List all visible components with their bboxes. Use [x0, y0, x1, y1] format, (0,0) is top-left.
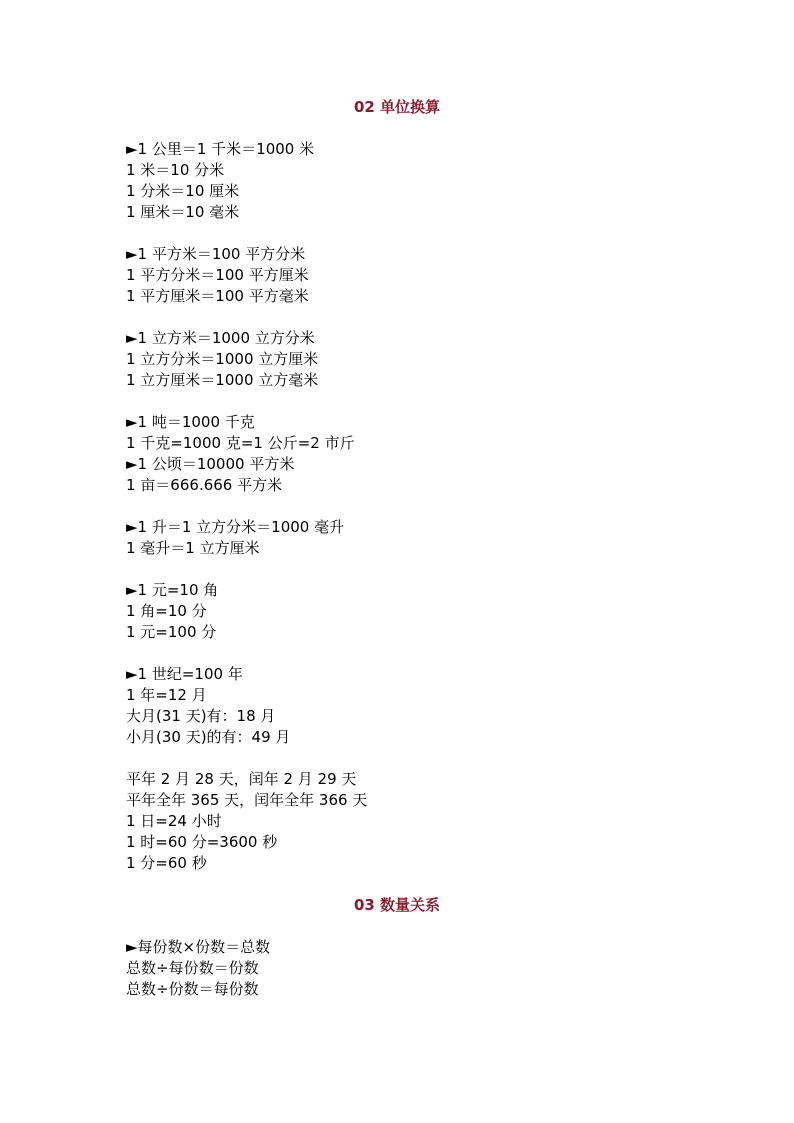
volume-conversion-group	[126, 328, 686, 391]
text-line: ►1 吨＝1000 千克	[126, 413, 255, 431]
text-line: ►1 公里＝1 千米＝1000 米	[126, 140, 315, 158]
text-line: 1 分米＝10 厘米	[126, 182, 240, 200]
text-line: ►每份数×份数＝总数	[126, 938, 271, 956]
text-line: 1 千克=1000 克=1 公斤=2 市斤	[126, 434, 355, 452]
text-line: 1 立方厘米＝1000 立方毫米	[126, 371, 319, 389]
area-conversion-group	[126, 244, 686, 307]
text-line: 大月(31 天)有：18 月	[126, 707, 276, 725]
section-heading-unit-conversion: 02 单位换算	[353, 98, 441, 116]
text-line: 1 年=12 月	[126, 686, 207, 704]
text-line: 1 立方分米＝1000 立方厘米	[126, 350, 319, 368]
text-line: ►1 平方米＝100 平方分米	[126, 245, 306, 263]
text-line: 平年全年 365 天，闰年全年 366 天	[126, 791, 368, 809]
text-line: 1 时=60 分=3600 秒	[126, 833, 278, 851]
text-line: ►1 元=10 角	[126, 581, 219, 599]
text-line: 1 日=24 小时	[126, 812, 222, 830]
capacity-conversion-group	[126, 517, 686, 559]
currency-conversion-group	[126, 580, 686, 643]
text-line: 1 分=60 秒	[126, 854, 207, 872]
text-line: 1 亩＝666.666 平方米	[126, 476, 283, 494]
calendar-time-group	[126, 769, 686, 874]
text-line: 1 平方分米＝100 平方厘米	[126, 266, 309, 284]
text-line: 平年 2 月 28 天，闰年 2 月 29 天	[126, 770, 357, 788]
text-line: 1 毫升＝1 立方厘米	[126, 539, 260, 557]
text-line: 1 角=10 分	[126, 602, 207, 620]
text-line: 1 平方厘米＝100 平方毫米	[126, 287, 309, 305]
section-heading-quantity-relations: 03 数量关系	[353, 896, 441, 914]
text-line: ►1 升＝1 立方分米＝1000 毫升	[126, 518, 345, 536]
length-conversion-group	[126, 139, 686, 223]
mass-area-conversion-group	[126, 412, 686, 496]
text-line: 1 米＝10 分米	[126, 161, 225, 179]
text-line: 1 厘米＝10 毫米	[126, 203, 240, 221]
text-line: 1 元=100 分	[126, 623, 217, 641]
text-line: 总数÷每份数＝份数	[126, 959, 259, 977]
time-conversion-group	[126, 664, 686, 748]
text-line: ►1 世纪=100 年	[126, 665, 243, 683]
text-line: ►1 立方米＝1000 立方分米	[126, 329, 315, 347]
text-line: ►1 公顷＝10000 平方米	[126, 455, 295, 473]
quantity-relations-group	[126, 937, 686, 1000]
text-line: 总数÷份数＝每份数	[126, 980, 259, 998]
text-line: 小月(30 天)的有：49 月	[126, 728, 291, 746]
